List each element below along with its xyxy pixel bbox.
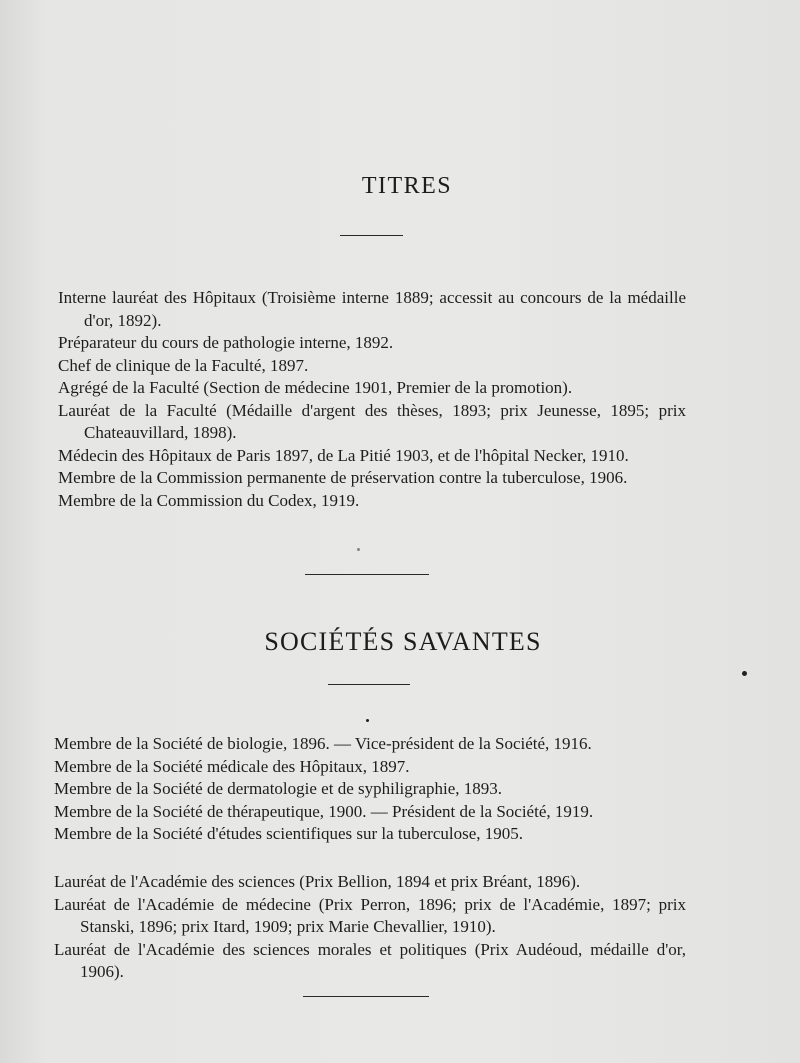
societes-memberships-list: [54, 733, 686, 846]
titres-entry: Membre de la Commission permanente de préservation contre la tuberculose, 1906.: [58, 468, 628, 487]
scan-speck: [742, 671, 747, 676]
titres-list: [58, 287, 686, 512]
laureat-entry: Lauréat de l'Académie de médecine (Prix Perron, 1896; prix de l'Académie, 1897; prix Stanski, 1896; prix Itard, 1909; prix Marie Chevallier, 1910).: [54, 894, 686, 936]
scan-speck: [366, 719, 369, 722]
membership-entry: Membre de la Société de biologie, 1896. — Vice-président de la Société, 1916.: [54, 734, 592, 753]
titres-entry: Membre de la Commission du Codex, 1919.: [58, 490, 360, 510]
titres-entry: Préparateur du cours de pathologie interne, 1892.: [58, 333, 394, 352]
membership-entry: Membre de la Société de thérapeutique, 1900. — Président de la Société, 1919.: [54, 801, 594, 821]
laureats-list: [54, 871, 686, 984]
membership-entry: Membre de la Société de dermatologie et de syphiligraphie, 1893.: [54, 779, 503, 798]
membership-entry: Membre de la Société d'études scientifiques sur la tuberculose, 1905.: [54, 824, 524, 843]
laureat-entry: Lauréat de l'Académie des sciences (Prix Bellion, 1894 et prix Bréant, 1896).: [54, 872, 581, 891]
scan-speck: [357, 548, 360, 551]
titres-entry: Agrégé de la Faculté (Section de médecine 1901, Premier de la promotion).: [58, 378, 573, 397]
titres-heading-rule: [340, 235, 403, 236]
societes-heading: SOCIÉTÉS SAVANTES: [264, 627, 542, 656]
titres-entry: Interne lauréat des Hôpitaux (Troisième interne 1889; accessit au concours de la médaille d'or, 1892).: [58, 288, 686, 330]
titres-entry: Chef de clinique de la Faculté, 1897.: [58, 355, 309, 375]
laureat-entry: Lauréat de l'Académie des sciences morales et politiques (Prix Audéoud, médaille d'or, 1906).: [54, 939, 686, 981]
membership-entry: Membre de la Société médicale des Hôpitaux, 1897.: [54, 756, 410, 776]
titres-entry: Médecin des Hôpitaux de Paris 1897, de La Pitié 1903, et de l'hôpital Necker, 1910.: [58, 445, 629, 465]
societes-heading-rule: [328, 684, 410, 685]
titres-entry: Lauréat de la Faculté (Médaille d'argent des thèses, 1893; prix Jeunesse, 1895; prix Chateauvillard, 1898).: [58, 400, 686, 442]
closing-divider-rule: [303, 996, 429, 997]
titres-heading: TITRES: [361, 173, 453, 199]
section-divider-rule: [305, 574, 429, 575]
